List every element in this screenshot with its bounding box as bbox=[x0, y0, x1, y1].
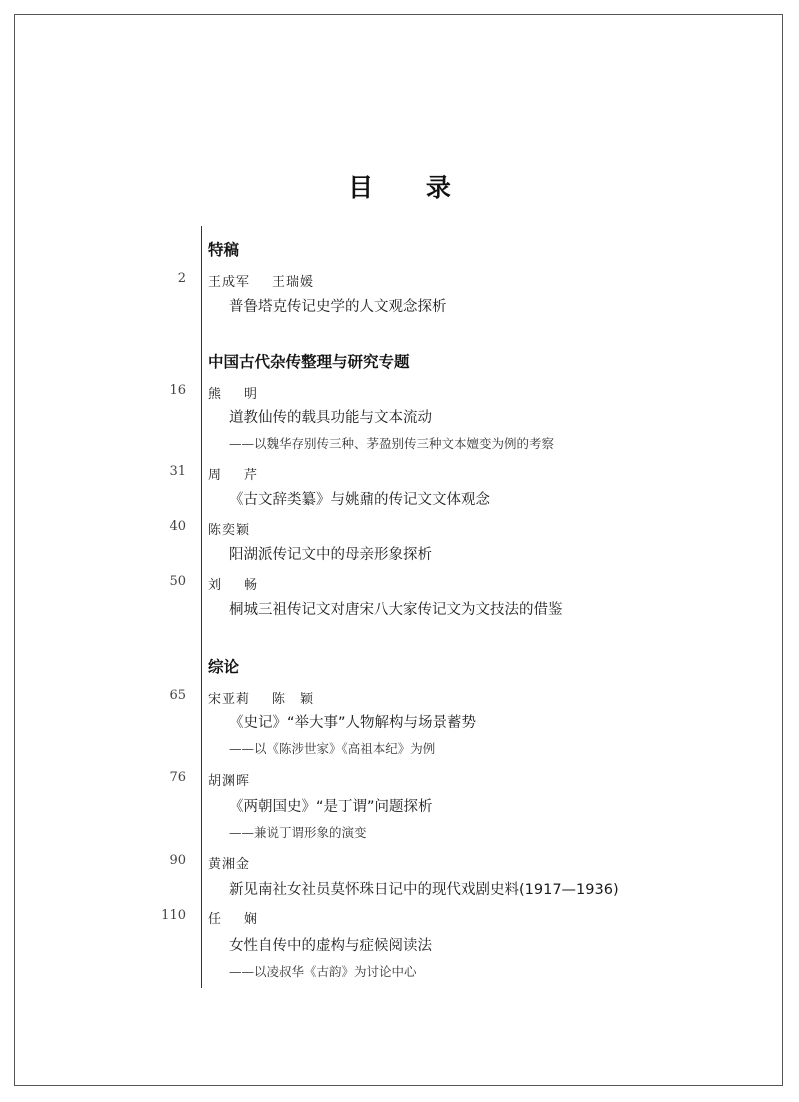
author: 王成军 王瑞媛 bbox=[208, 275, 315, 290]
page-number: 65 bbox=[169, 688, 186, 703]
article-subtitle: ——兼说丁谓形象的演变 bbox=[229, 825, 367, 840]
author: 熊 明 bbox=[208, 387, 259, 402]
section-heading: 中国古代杂传整理与研究专题 bbox=[208, 353, 410, 371]
page-number: 76 bbox=[169, 770, 186, 785]
article-title[interactable]: 桐城三祖传记文对唐宋八大家传记文为文技法的借鉴 bbox=[229, 602, 563, 618]
page-number: 110 bbox=[161, 908, 186, 923]
article-title[interactable]: 阳湖派传记文中的母亲形象探析 bbox=[229, 547, 432, 563]
article-subtitle: ——以《陈涉世家》《高祖本纪》为例 bbox=[229, 741, 436, 756]
author: 黄湘金 bbox=[208, 857, 251, 872]
vertical-rule bbox=[201, 226, 202, 988]
section-heading: 特稿 bbox=[208, 241, 240, 259]
article-title[interactable]: 《古文辞类纂》与姚鼐的传记文文体观念 bbox=[229, 492, 490, 508]
section-heading: 综论 bbox=[208, 658, 240, 676]
article-title[interactable]: 《两朝国史》“是丁谓”问题探析 bbox=[229, 799, 433, 815]
article-title[interactable]: 《史记》“举大事”人物解构与场景蓄势 bbox=[229, 715, 477, 731]
article-subtitle: ——以凌叔华《古韵》为讨论中心 bbox=[229, 964, 417, 979]
page-number: 40 bbox=[169, 519, 186, 534]
author: 陈奕颖 bbox=[208, 523, 251, 538]
article-title[interactable]: 道教仙传的载具功能与文本流动 bbox=[229, 410, 432, 426]
author: 胡渊晖 bbox=[208, 774, 251, 789]
author: 宋亚莉 陈 颖 bbox=[208, 692, 315, 707]
article-subtitle: ——以魏华存别传三种、茅盈别传三种文本嬗变为例的考察 bbox=[229, 436, 555, 451]
article-title[interactable]: 新见南社女社员莫怀珠日记中的现代戏剧史料(1917—1936) bbox=[229, 882, 619, 898]
page-number: 50 bbox=[169, 574, 186, 589]
page-number: 90 bbox=[169, 853, 186, 868]
page-number: 2 bbox=[177, 271, 186, 286]
author: 刘 畅 bbox=[208, 578, 259, 593]
article-title[interactable]: 普鲁塔克传记史学的人文观念探析 bbox=[229, 299, 447, 315]
page-number: 16 bbox=[169, 383, 186, 398]
article-title[interactable]: 女性自传中的虚构与症候阅读法 bbox=[229, 938, 432, 954]
author: 任 娴 bbox=[208, 912, 259, 927]
author: 周 芹 bbox=[208, 468, 259, 483]
page-title: 目 录 bbox=[348, 173, 473, 202]
page-number: 31 bbox=[169, 464, 186, 479]
